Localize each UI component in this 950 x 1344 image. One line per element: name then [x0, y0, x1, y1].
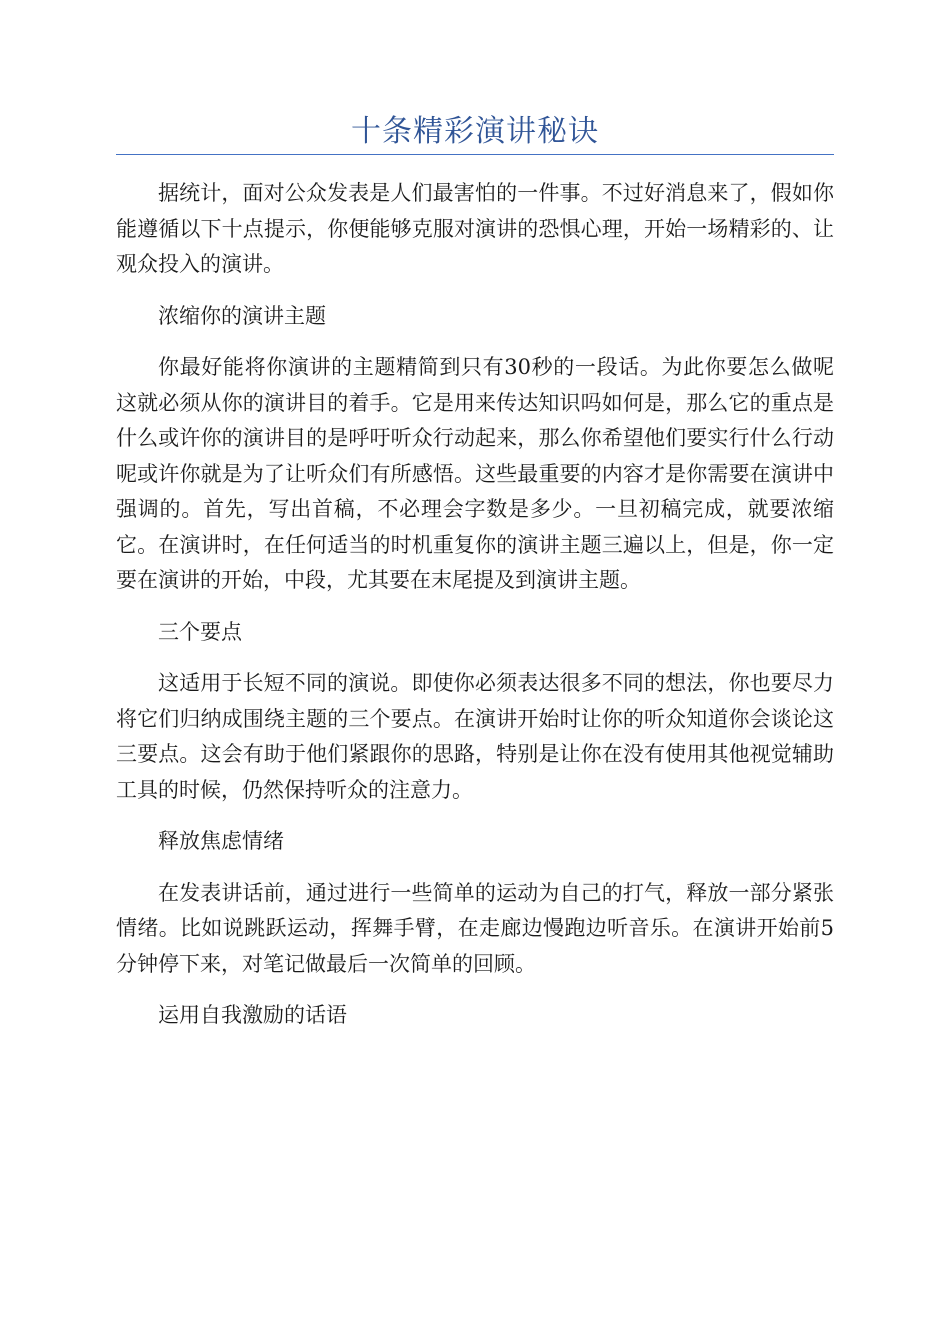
- section-heading-condense-theme: 浓缩你的演讲主题: [158, 303, 326, 328]
- section-heading-three-points: 三个要点: [158, 619, 242, 644]
- condense-theme-paragraph: 你最好能将你演讲的主题精简到只有30秒的一段话。为此你要怎么做呢这就必须从你的演讲目的着手。它是用来传达知识吗如何是，那么它的重点是什么或许你的演讲目的是呼吁听众行动起来，那么你希望他们要实行什么行动呢或许你就是为了让听众们有所感悟。这些最重要的内容才是你需要在演讲中强调的。首先，写出首稿，不必理会字数是多少。一旦初稿完成，就要浓缩它。在演讲时，在任何适当的时机重复你的演讲主题三遍以上，但是，你一定要在演讲的开始，中段，尤其要在末尾提及到演讲主题。: [116, 355, 834, 592]
- title-underline: [116, 154, 834, 155]
- section-heading-self-motivation: 运用自我激励的话语: [158, 1003, 347, 1027]
- three-points-paragraph: 这适用于长短不同的演说。即使你必须表达很多不同的想法，你也要尽力将它们归纳成围绕主题的三个要点。在演讲开始时让你的听众知道你会谈论这三要点。这会有助于他们紧跟你的思路，特别是让你在没有使用其他视觉辅助工具的时候，仍然保持听众的注意力。: [116, 671, 834, 802]
- document-title: 十条精彩演讲秘诀: [351, 114, 599, 149]
- section-heading-release-anxiety: 释放焦虑情绪: [158, 829, 284, 853]
- intro-paragraph: 据统计，面对公众发表是人们最害怕的一件事。不过好消息来了，假如你能遵循以下十点提示，你便能够克服对演讲的恐惧心理，开始一场精彩的、让观众投入的演讲。: [116, 181, 834, 276]
- release-anxiety-paragraph: 在发表讲话前，通过进行一些简单的运动为自己的打气，释放一部分紧张情绪。比如说跳跃运动，挥舞手臂，在走廊边慢跑边听音乐。在演讲开始前5分钟停下来，对笔记做最后一次简单的回顾。: [116, 880, 834, 976]
- document-body: [116, 176, 834, 1050]
